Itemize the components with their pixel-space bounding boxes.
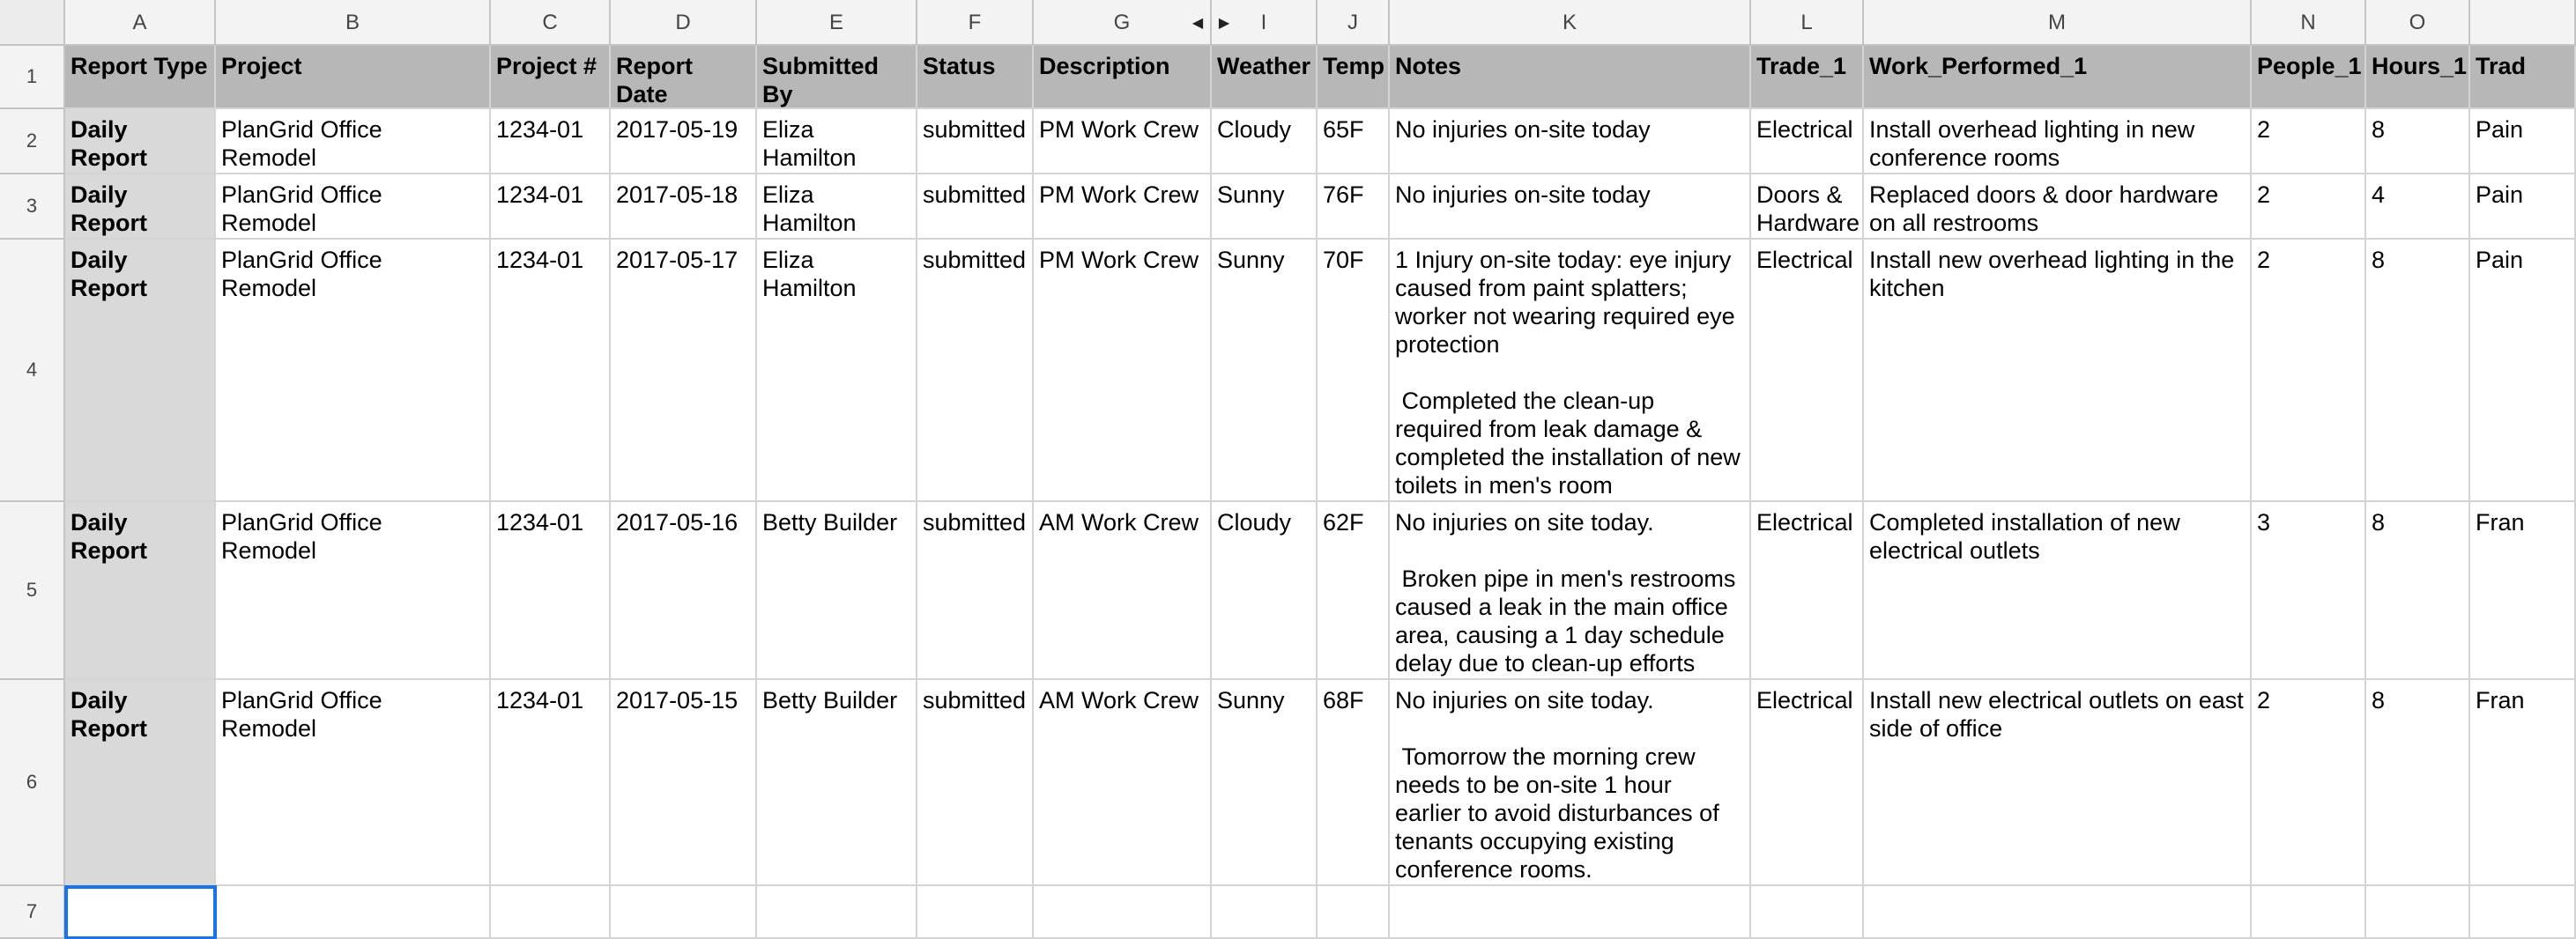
- column-header-d[interactable]: D: [611, 0, 757, 46]
- column-header-m[interactable]: M: [1864, 0, 2252, 46]
- row-header-7[interactable]: 7: [0, 886, 65, 939]
- grid-cell[interactable]: Betty Builder: [757, 680, 917, 886]
- grid-cell[interactable]: Fran: [2470, 680, 2576, 886]
- grid-cell[interactable]: 8: [2366, 109, 2470, 174]
- grid-cell[interactable]: 1234-01: [491, 174, 611, 240]
- grid-cell[interactable]: 3: [2252, 502, 2366, 680]
- column-header-a[interactable]: A: [65, 0, 216, 46]
- header-cell[interactable]: Temp: [1318, 46, 1390, 109]
- grid-cell[interactable]: Cloudy: [1212, 109, 1318, 174]
- grid-cell[interactable]: [757, 886, 917, 939]
- column-header-f[interactable]: F: [917, 0, 1034, 46]
- grid-cell[interactable]: PM Work Crew: [1034, 174, 1212, 240]
- grid-cell[interactable]: PlanGrid Office Remodel: [216, 174, 491, 240]
- row-header-5[interactable]: 5: [0, 502, 65, 680]
- grid-cell[interactable]: 1234-01: [491, 680, 611, 886]
- triangle-right-icon[interactable]: ▶: [1218, 16, 1230, 31]
- grid-cell[interactable]: Eliza Hamilton: [757, 109, 917, 174]
- grid-cell[interactable]: PM Work Crew: [1034, 240, 1212, 502]
- grid-cell[interactable]: [611, 886, 757, 939]
- grid-cell[interactable]: 65F: [1318, 109, 1390, 174]
- grid-cell[interactable]: Pain: [2470, 240, 2576, 502]
- column-header-j[interactable]: J: [1318, 0, 1390, 46]
- grid-cell[interactable]: 4: [2366, 174, 2470, 240]
- grid-cell[interactable]: Cloudy: [1212, 502, 1318, 680]
- grid-cell[interactable]: Electrical: [1751, 680, 1864, 886]
- header-cell[interactable]: Status: [917, 46, 1034, 109]
- grid-cell[interactable]: 1234-01: [491, 109, 611, 174]
- header-cell[interactable]: Description: [1034, 46, 1212, 109]
- grid-cell[interactable]: Daily Report: [65, 680, 216, 886]
- grid-cell[interactable]: 1234-01: [491, 240, 611, 502]
- grid-cell[interactable]: [491, 886, 611, 939]
- header-cell[interactable]: Project: [216, 46, 491, 109]
- grid-cell[interactable]: 1 Injury on-site today: eye injury caused from paint splatters; worker not wearing required eye protection Completed the clean-up required from leak damage & completed the installation of new toilets in men's room: [1390, 240, 1751, 502]
- column-header-k[interactable]: K: [1390, 0, 1751, 46]
- column-header-o[interactable]: O: [2366, 0, 2470, 46]
- grid-cell[interactable]: 2017-05-17: [611, 240, 757, 502]
- header-cell[interactable]: Hours_1: [2366, 46, 2470, 109]
- grid-cell[interactable]: Eliza Hamilton: [757, 174, 917, 240]
- grid-cell[interactable]: Sunny: [1212, 680, 1318, 886]
- grid-cell[interactable]: 2017-05-16: [611, 502, 757, 680]
- row-header-4[interactable]: 4: [0, 240, 65, 502]
- column-header-l[interactable]: L: [1751, 0, 1864, 46]
- grid-cell[interactable]: submitted: [917, 174, 1034, 240]
- grid-cell[interactable]: submitted: [917, 240, 1034, 502]
- row-header-3[interactable]: 3: [0, 174, 65, 240]
- grid-cell[interactable]: Eliza Hamilton: [757, 240, 917, 502]
- grid-cell[interactable]: 2: [2252, 174, 2366, 240]
- grid-cell[interactable]: Daily Report: [65, 174, 216, 240]
- column-header-p[interactable]: [2470, 0, 2576, 46]
- grid-cell[interactable]: Sunny: [1212, 174, 1318, 240]
- triangle-left-icon[interactable]: ◀: [1191, 16, 1204, 31]
- grid-cell[interactable]: [216, 886, 491, 939]
- row-header-1[interactable]: 1: [0, 46, 65, 109]
- column-header-g[interactable]: G: [1034, 0, 1212, 46]
- grid-cell[interactable]: Replaced doors & door hardware on all restrooms: [1864, 174, 2252, 240]
- grid-cell[interactable]: 2017-05-18: [611, 174, 757, 240]
- grid-cell[interactable]: Betty Builder: [757, 502, 917, 680]
- grid-cell[interactable]: Doors & Hardware: [1751, 174, 1864, 240]
- grid-cell[interactable]: No injuries on site today. Tomorrow the morning crew needs to be on-site 1 hour earlier to avoid disturbances of tenants occupying existing conference rooms.: [1390, 680, 1751, 886]
- grid-cell[interactable]: AM Work Crew: [1034, 502, 1212, 680]
- grid-cell[interactable]: 62F: [1318, 502, 1390, 680]
- grid-cell[interactable]: PlanGrid Office Remodel: [216, 502, 491, 680]
- grid-cell[interactable]: No injuries on-site today: [1390, 174, 1751, 240]
- grid-cell[interactable]: 70F: [1318, 240, 1390, 502]
- grid-cell[interactable]: 68F: [1318, 680, 1390, 886]
- grid-cell[interactable]: 2: [2252, 680, 2366, 886]
- header-cell[interactable]: Submitted By: [757, 46, 917, 109]
- header-cell[interactable]: Notes: [1390, 46, 1751, 109]
- header-cell[interactable]: Weather: [1212, 46, 1318, 109]
- header-cell[interactable]: Trade_1: [1751, 46, 1864, 109]
- grid-cell[interactable]: Electrical: [1751, 240, 1864, 502]
- selected-cell[interactable]: [65, 886, 216, 939]
- header-cell[interactable]: Report Type: [65, 46, 216, 109]
- grid-cell[interactable]: Fran: [2470, 502, 2576, 680]
- column-header-c[interactable]: C: [491, 0, 611, 46]
- header-cell[interactable]: Project #: [491, 46, 611, 109]
- grid-cell[interactable]: 2: [2252, 109, 2366, 174]
- column-header-b[interactable]: B: [216, 0, 491, 46]
- grid-cell[interactable]: Daily Report: [65, 109, 216, 174]
- grid-cell[interactable]: Install new electrical outlets on east side of office: [1864, 680, 2252, 886]
- grid-cell[interactable]: 2017-05-15: [611, 680, 757, 886]
- grid-cell[interactable]: 2017-05-19: [611, 109, 757, 174]
- grid-cell[interactable]: Electrical: [1751, 502, 1864, 680]
- grid-cell[interactable]: [1212, 886, 1318, 939]
- grid-cell[interactable]: Sunny: [1212, 240, 1318, 502]
- grid-cell[interactable]: Pain: [2470, 109, 2576, 174]
- header-cell[interactable]: Work_Performed_1: [1864, 46, 2252, 109]
- grid-cell[interactable]: Electrical: [1751, 109, 1864, 174]
- header-cell[interactable]: People_1: [2252, 46, 2366, 109]
- grid-cell[interactable]: [1034, 886, 1212, 939]
- row-header-2[interactable]: 2: [0, 109, 65, 174]
- grid-cell[interactable]: Daily Report: [65, 502, 216, 680]
- column-header-i[interactable]: I: [1212, 0, 1318, 46]
- grid-cell[interactable]: 8: [2366, 680, 2470, 886]
- grid-cell[interactable]: PM Work Crew: [1034, 109, 1212, 174]
- grid-cell[interactable]: [2470, 886, 2576, 939]
- select-all-corner[interactable]: [0, 0, 65, 46]
- grid-cell[interactable]: [917, 886, 1034, 939]
- grid-cell[interactable]: Install overhead lighting in new conference rooms: [1864, 109, 2252, 174]
- grid-cell[interactable]: No injuries on site today. Broken pipe in men's restrooms caused a leak in the main office area, causing a 1 day schedule delay due to clean-up efforts: [1390, 502, 1751, 680]
- header-cell[interactable]: Trad: [2470, 46, 2576, 109]
- grid-cell[interactable]: Install new overhead lighting in the kitchen: [1864, 240, 2252, 502]
- grid-cell[interactable]: PlanGrid Office Remodel: [216, 240, 491, 502]
- grid-cell[interactable]: Completed installation of new electrical outlets: [1864, 502, 2252, 680]
- column-header-e[interactable]: E: [757, 0, 917, 46]
- grid-cell[interactable]: 2: [2252, 240, 2366, 502]
- header-cell[interactable]: Report Date: [611, 46, 757, 109]
- row-header-6[interactable]: 6: [0, 680, 65, 886]
- grid-cell[interactable]: 76F: [1318, 174, 1390, 240]
- column-header-n[interactable]: N: [2252, 0, 2366, 46]
- grid-cell[interactable]: [1318, 886, 1390, 939]
- grid-cell[interactable]: Pain: [2470, 174, 2576, 240]
- grid-cell[interactable]: 8: [2366, 502, 2470, 680]
- grid-cell[interactable]: [2366, 886, 2470, 939]
- grid-cell[interactable]: submitted: [917, 502, 1034, 680]
- grid-cell[interactable]: Daily Report: [65, 240, 216, 502]
- grid-cell[interactable]: No injuries on-site today: [1390, 109, 1751, 174]
- grid-cell[interactable]: 8: [2366, 240, 2470, 502]
- grid-cell[interactable]: [1751, 886, 1864, 939]
- grid-cell[interactable]: submitted: [917, 680, 1034, 886]
- grid-cell[interactable]: [2252, 886, 2366, 939]
- grid-cell[interactable]: AM Work Crew: [1034, 680, 1212, 886]
- grid-cell[interactable]: 1234-01: [491, 502, 611, 680]
- grid-cell[interactable]: [1390, 886, 1751, 939]
- grid-cell[interactable]: PlanGrid Office Remodel: [216, 109, 491, 174]
- grid-cell[interactable]: submitted: [917, 109, 1034, 174]
- grid-cell[interactable]: [1864, 886, 2252, 939]
- grid-cell[interactable]: PlanGrid Office Remodel: [216, 680, 491, 886]
